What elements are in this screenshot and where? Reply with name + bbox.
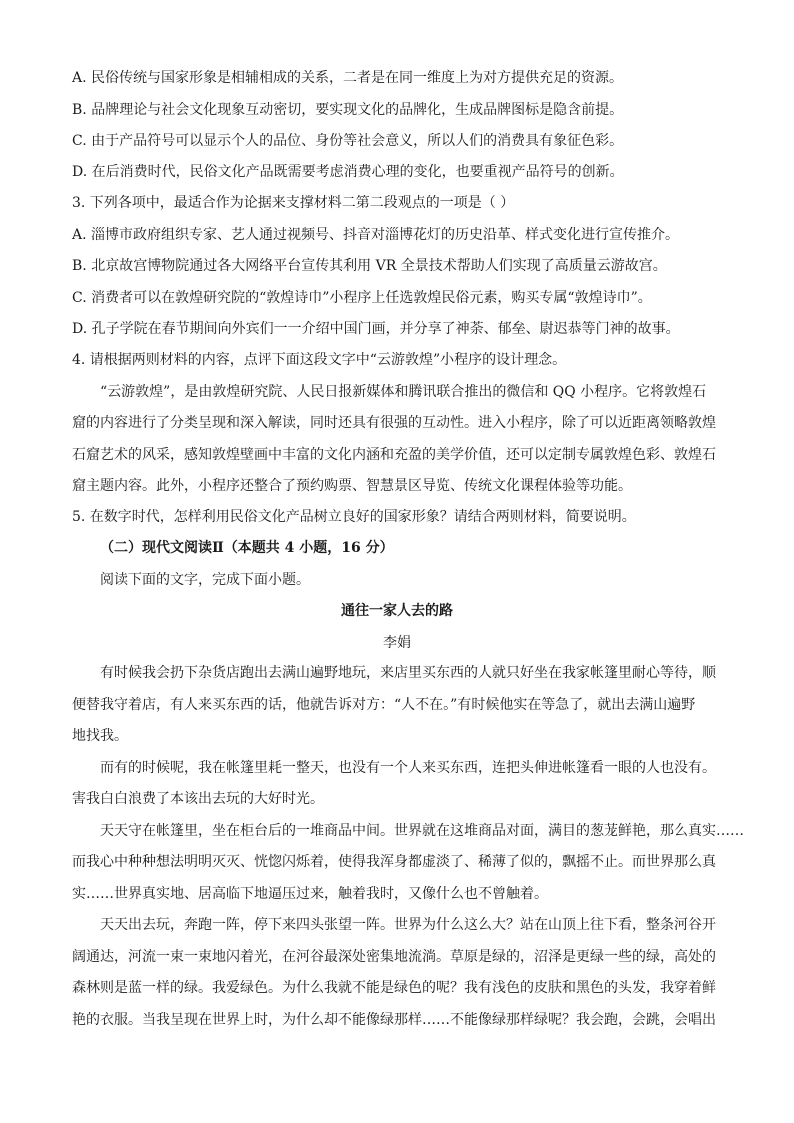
article-paragraph-line: 天天出去玩，奔跑一阵，停下来四头张望一阵。世界为什么这么大？站在山顶上往下看，整条河谷开 — [100, 917, 716, 933]
article-paragraph-line: 实……世界真实地、居高临下地逼压过来，触着我时，又像什么也不曾触着。 — [72, 886, 548, 902]
article-author: 李娟 — [383, 635, 411, 651]
section-instruction: 阅读下面的文字，完成下面小题。 — [100, 572, 310, 588]
article-paragraph-line: 便替我守着店，有人来买东西的话，他就告诉对方：“人不在。”有时候他实在等急了，就出去满山遍野 — [72, 697, 696, 713]
q3-option-c: C. 消费者可以在敦煌研究院的“敦煌诗巾”小程序上任选敦煌民俗元素，购买专属“敦煌诗巾”。 — [72, 290, 652, 306]
article-paragraph-line: 阔通达，河流一束一束地闪着光，在河谷最深处密集地流淌。草原是绿的，沼泽是更绿一些的绿，高处的 — [72, 949, 716, 965]
article-paragraph-line: 害我白白浪费了本该出去玩的大好时光。 — [72, 791, 324, 807]
q4-passage-line: “云游敦煌”，是由敦煌研究院、人民日报新媒体和腾讯联合推出的微信和 QQ 小程序。它将敦煌石 — [100, 384, 707, 400]
q4-passage-line: 石窟艺术的风采，感知敦煌壁画中丰富的文化内涵和充盈的美学价值，还可以定制专属敦煌色彩、敦煌石 — [72, 447, 716, 463]
article-paragraph-line: 天天守在帐篷里，坐在柜台后的一堆商品中间。世界就在这堆商品对面，满目的葱茏鲜艳，那么真实…… — [100, 823, 744, 839]
article-paragraph-line: 地找我。 — [72, 728, 128, 744]
q2-option-b: B. 品牌理论与社会文化现象互动密切，要实现文化的品牌化，生成品牌图标是隐含前提。 — [72, 102, 624, 118]
article-title: 通往一家人去的路 — [341, 603, 453, 619]
q4-passage-line: 窟的内容进行了分类呈现和深入解读，同时还具有很强的互动性。进入小程序，除了可以近距离领略敦煌 — [72, 415, 716, 431]
article-paragraph-line: 有时候我会扔下杂货店跑出去满山遍野地玩，来店里买东西的人就只好坐在我家帐篷里耐心等待，顺 — [100, 665, 716, 681]
section-heading: （二）现代文阅读Ⅱ（本题共 4 小题，16 分） — [100, 540, 394, 556]
q2-option-d: D. 在后消费时代，民俗文化产品既需要考虑消费心理的变化，也要重视产品符号的创新。 — [72, 164, 624, 180]
article-paragraph-line: 艳的衣服。当我呈现在世界上时，为什么却不能像绿那样……不能像绿那样绿呢？我会跑，会跳，会唱出 — [72, 1012, 716, 1028]
q4-passage-line: 窟主题内容。此外，小程序还整合了预约购票、智慧景区导览、传统文化课程体验等功能。 — [72, 478, 632, 494]
q3-option-a: A. 淄博市政府组织专家、艺人通过视频号、抖音对淄博花灯的历史沿革、样式变化进行宣传推介。 — [72, 227, 680, 243]
q2-option-c: C. 由于产品符号可以显示个人的品位、身份等社会意义，所以人们的消费具有象征色彩。 — [72, 133, 624, 149]
q4-stem: 4. 请根据两则材料的内容，点评下面这段文字中“云游敦煌”小程序的设计理念。 — [72, 352, 567, 368]
q5-stem: 5. 在数字时代，怎样利用民俗文化产品树立良好的国家形象？请结合两则材料，简要说明。 — [72, 509, 636, 525]
q2-option-a: A. 民俗传统与国家形象是相辅相成的关系，二者是在同一维度上为对方提供充足的资源。 — [72, 70, 624, 86]
article-paragraph-line: 而有的时候呢，我在帐篷里耗一整天，也没有一个人来买东西，连把头伸进帐篷看一眼的人也没有。 — [100, 760, 716, 776]
q3-option-b: B. 北京故宫博物院通过各大网络平台宣传其利用 VR 全景技术帮助人们实现了高质量云游故宫。 — [72, 258, 667, 274]
article-paragraph-line: 而我心中种种想法明明灭灭、恍惚闪烁着，使得我浑身都虚淡了、稀薄了似的，飘摇不止。而世界那么真 — [72, 854, 716, 870]
q3-stem: 3. 下列各项中，最适合作为论据来支撑材料二第二段观点的一项是（ ） — [72, 195, 515, 211]
article-paragraph-line: 森林则是蓝一样的绿。我爱绿色。为什么我就不能是绿色的呢？我有浅色的皮肤和黑色的头发，我穿着鲜 — [72, 980, 716, 996]
q3-option-d: D. 孔子学院在春节期间向外宾们一一介绍中国门画，并分享了神荼、郁垒、尉迟恭等门神的故事。 — [72, 321, 680, 337]
